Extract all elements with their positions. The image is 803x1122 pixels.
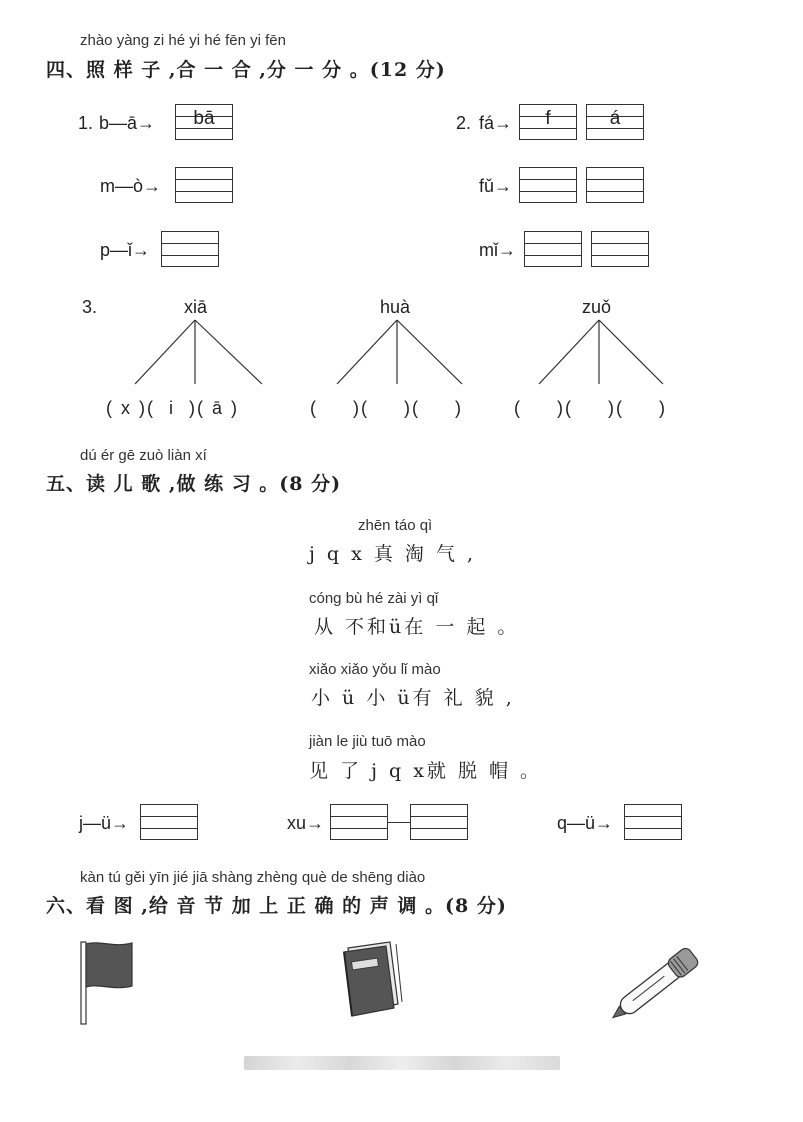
q1-number: 1. [78, 113, 94, 133]
q3-answer-blanks-3[interactable]: ( )( )( ) [514, 398, 667, 418]
q2-item2-label: fǔ→ [479, 176, 513, 196]
poem-line2-pinyin: cóng bù hé zài yì qǐ [309, 590, 439, 607]
flag-image [78, 938, 138, 1028]
q1-example-answer: bā [193, 108, 215, 129]
q2-item3-label: mǐ→ [479, 240, 516, 260]
exercise-3-answer-box[interactable] [624, 804, 682, 840]
poem-line4-text: 见 了 j q x就 脱 帽 。 [309, 760, 543, 782]
q3-syllable-3: zuǒ [582, 297, 612, 317]
q3-number: 3. [82, 297, 98, 317]
poem-line3-text: 小 ü 小 ü有 礼 貌 , [311, 687, 515, 709]
q2-example-answer-1: f [545, 108, 551, 129]
exercise-2-connector [388, 822, 410, 823]
q3-example-parts: ( x )( i )( ā ) [106, 398, 240, 418]
q3-part-3: ā [212, 398, 225, 418]
q3-syllable-2: huà [380, 297, 411, 317]
section4-title: 四、照 样 子 ,合 一 合 ,分 一 分 。(12 分) [46, 59, 446, 81]
pen-image [606, 935, 716, 1025]
book-image [338, 938, 408, 1023]
exercise-2-answer-box-2[interactable] [410, 804, 468, 840]
q3-branch-line [599, 320, 663, 384]
q2-example-label: fá→ [479, 113, 513, 133]
poem-line2-text: 从 不和ü在 一 起 。 [314, 616, 520, 638]
q3-answer-blanks-2[interactable]: ( )( )( ) [310, 398, 463, 418]
q1-item2-label: m—ò→ [100, 176, 162, 196]
section5-pinyin-header: dú ér gē zuò liàn xí [80, 447, 207, 464]
q3-branch-line [135, 320, 195, 384]
section4-pinyin-header: zhào yàng zi hé yi hé fēn yi fēn [80, 32, 286, 49]
section6-title: 六、看 图 ,给 音 节 加 上 正 确 的 声 调 。(8 分) [46, 895, 507, 917]
q3-part-2: i [169, 398, 175, 418]
q1-item3-label: p—ǐ→ [100, 240, 151, 260]
poem-line4-pinyin: jiàn le jiù tuō mào [309, 733, 426, 750]
q3-syllable-1: xiā [184, 297, 208, 317]
q3-branch-line [539, 320, 599, 384]
poem-line1-text: j q x 真 淘 气 , [309, 543, 477, 565]
poem-line1-pinyin: zhēn táo qì [358, 517, 433, 534]
blurred-watermark [244, 1056, 560, 1070]
exercise-1-label: j—ü→ [79, 813, 130, 833]
exercise-2-label: xu→ [287, 813, 325, 833]
q2-example-answer-2: á [609, 108, 621, 129]
section6-pinyin-header: kàn tú gěi yīn jié jiā shàng zhèng què de shēng diào [80, 869, 426, 886]
section5-title: 五、读 儿 歌 ,做 练 习 。(8 分) [46, 473, 342, 495]
exercise-2-answer-box-1[interactable] [330, 804, 388, 840]
exercise-3-label: q—ü→ [557, 813, 614, 833]
q3-part-1: x [121, 398, 132, 418]
q3-branch-line [397, 320, 462, 384]
exercise-1-answer-box[interactable] [140, 804, 198, 840]
q3-branch-line [337, 320, 397, 384]
q2-number: 2. [456, 113, 472, 133]
q1-example-label: b—ā→ [99, 113, 156, 133]
poem-line3-pinyin: xiǎo xiǎo yǒu lǐ mào [309, 661, 441, 678]
q3-branch-line [195, 320, 262, 384]
